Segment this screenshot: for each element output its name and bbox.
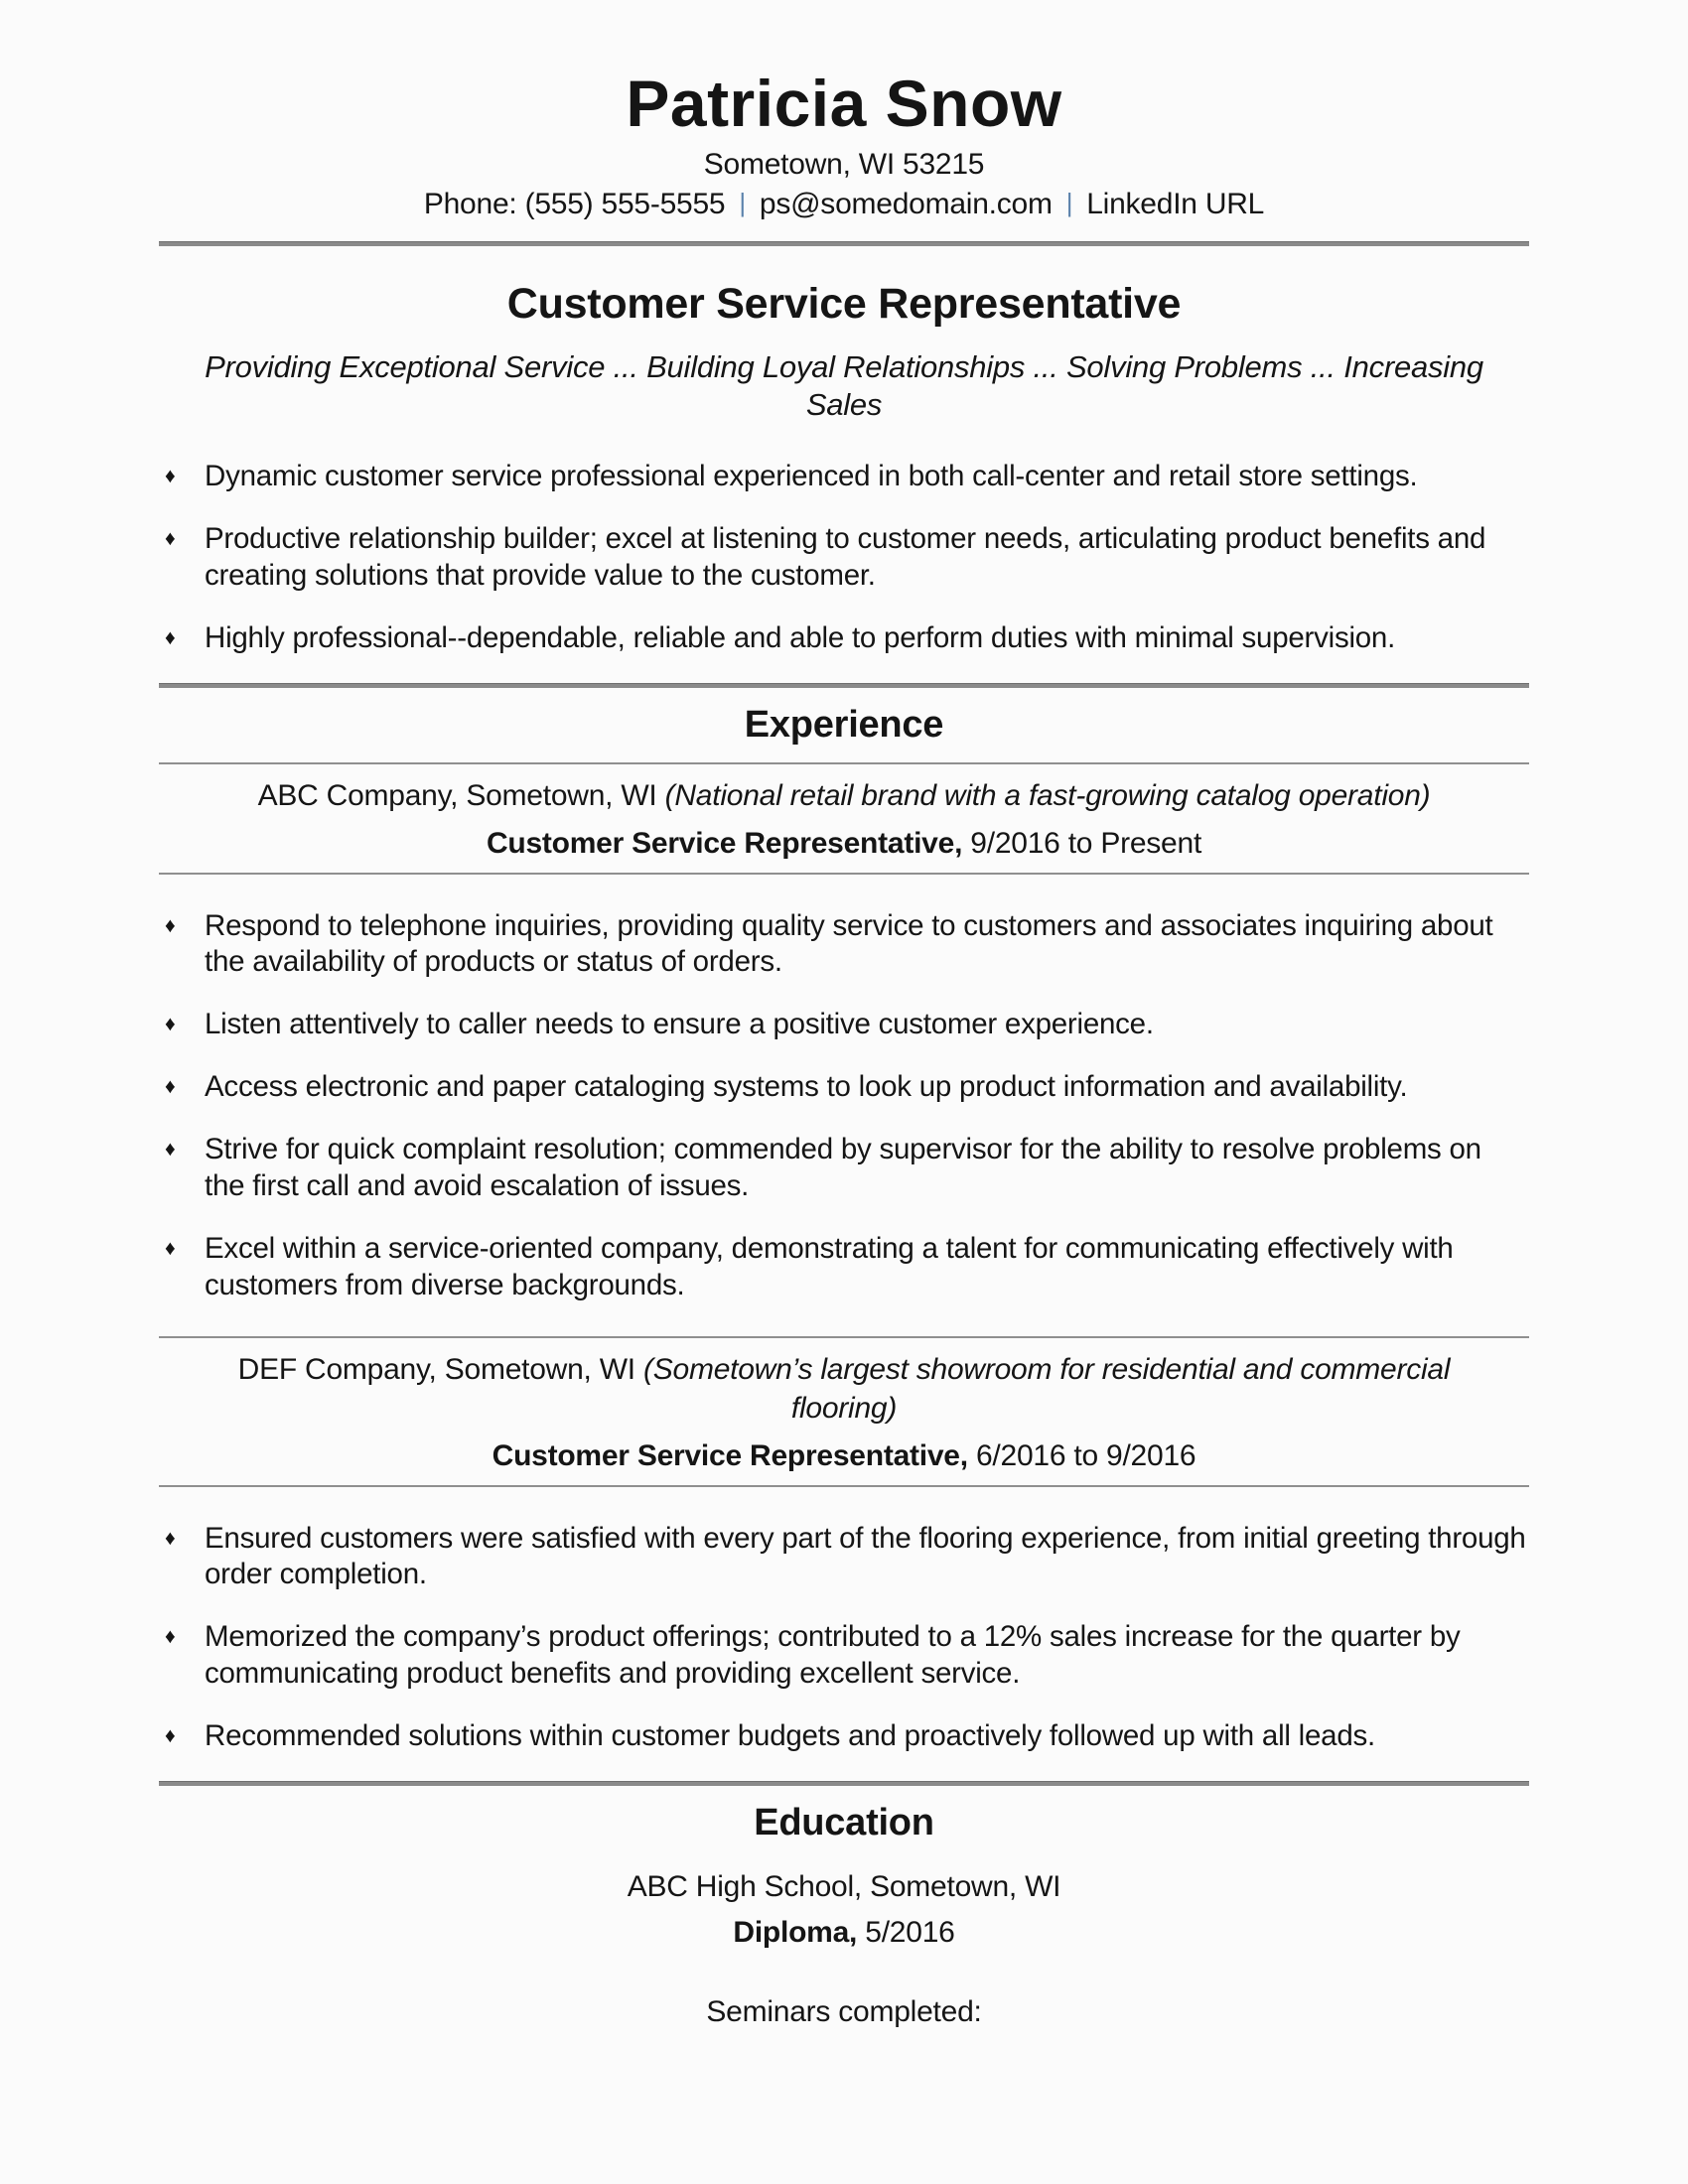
job-bullet — [159, 1007, 1529, 1043]
education-school: ABC High School, Sometown, WI — [627, 1869, 1061, 1903]
candidate-name: Patricia Snow — [626, 67, 1062, 140]
experience-section-divider — [159, 683, 1529, 688]
contact-linkedin: LinkedIn URL — [1086, 187, 1265, 220]
job-bullet-text: Strive for quick complaint resolution; commended by supervisor for the ability to resolve problems on the first call and avoid escalation of issues. — [205, 1133, 1481, 1202]
diamond-bullet-icon: ♦ — [165, 526, 176, 550]
company-description: (Sometown’s largest showroom for residential and commercial flooring) — [643, 1352, 1451, 1425]
diamond-bullet-icon: ♦ — [165, 1075, 176, 1099]
document-title: Customer Service Representative — [506, 279, 1182, 328]
diamond-bullet-icon: ♦ — [165, 465, 176, 488]
job-bullet-text: Memorized the company’s product offerings; contributed to a 12% sales increase for the quarter by communicating product benefits and providing excellent service. — [205, 1620, 1461, 1691]
job-title: Customer Service Representative, — [492, 1438, 968, 1472]
diamond-bullet-icon: ♦ — [165, 1013, 176, 1036]
summary-bullet — [159, 620, 1529, 657]
education-degree-line — [159, 1916, 1529, 1950]
summary-bullet-text: Highly professional--dependable, reliable and able to perform duties with minimal supervision. — [205, 620, 1396, 654]
job-dates: 6/2016 to 9/2016 — [975, 1438, 1196, 1472]
job-bullet-text: Access electronic and paper cataloging systems to look up product information and availability. — [205, 1070, 1408, 1104]
job-company-line — [159, 1350, 1529, 1428]
job-bullet — [159, 1231, 1529, 1304]
diamond-bullet-icon: ♦ — [165, 913, 176, 937]
contact-line — [159, 188, 1529, 221]
summary-list — [159, 459, 1529, 657]
job-bullet-list — [159, 1521, 1529, 1755]
job-dates: 9/2016 to Present — [970, 826, 1202, 860]
diamond-bullet-icon: ♦ — [165, 625, 176, 649]
contact-email: ps@somedomain.com — [759, 187, 1053, 220]
diamond-bullet-icon: ♦ — [165, 1236, 176, 1260]
job-title: Customer Service Representative, — [486, 826, 963, 860]
diamond-bullet-icon: ♦ — [165, 1526, 176, 1550]
job-divider — [159, 1485, 1529, 1487]
diamond-bullet-icon: ♦ — [165, 1724, 176, 1748]
degree-date: 5/2016 — [865, 1915, 955, 1949]
separator-pipe: | — [739, 187, 746, 217]
experience-heading: Experience — [744, 703, 944, 746]
diamond-bullet-icon: ♦ — [165, 1138, 176, 1161]
education-heading: Education — [754, 1801, 934, 1843]
job-bullet — [159, 908, 1529, 982]
experience-heading-underline — [159, 762, 1529, 764]
diamond-bullet-icon: ♦ — [165, 1625, 176, 1649]
job-bullet-list — [159, 908, 1529, 1304]
job-company-line — [159, 776, 1529, 815]
job-bullet — [159, 1619, 1529, 1693]
education-extra: Seminars completed: — [706, 1994, 982, 2028]
contact-phone: Phone: (555) 555-5555 — [423, 187, 726, 220]
company-name: ABC Company, Sometown, WI — [257, 778, 657, 812]
job-title-line — [159, 1439, 1529, 1473]
candidate-location: Sometown, WI 53215 — [703, 147, 985, 181]
tagline: Providing Exceptional Service ... Building Loyal Relationships ... Solving Problems ... Increasing Sales — [205, 348, 1483, 423]
job-bullet-text: Listen attentively to caller needs to ensure a positive customer experience. — [205, 1008, 1154, 1041]
summary-bullet-text: Dynamic customer service professional experienced in both call-center and retail store settings. — [205, 460, 1418, 493]
header-divider — [159, 241, 1529, 246]
job-bullet — [159, 1069, 1529, 1106]
company-description: (National retail brand with a fast-growing catalog operation) — [664, 778, 1431, 812]
job-divider — [159, 873, 1529, 875]
job-bullet-text: Ensured customers were satisfied with every part of the flooring experience, from initial greeting through order completion. — [205, 1521, 1526, 1591]
separator-pipe: | — [1065, 187, 1073, 217]
summary-bullet-text: Productive relationship builder; excel at listening to customer needs, articulating product benefits and creating solutions that provide value to the customer. — [205, 521, 1486, 592]
summary-bullet — [159, 459, 1529, 495]
summary-bullet — [159, 521, 1529, 595]
degree-name: Diploma, — [733, 1915, 858, 1949]
job-title-line — [159, 827, 1529, 861]
education-section-divider — [159, 1781, 1529, 1786]
job-bullet-text: Excel within a service-oriented company, demonstrating a talent for communicating effectively with customers from diverse backgrounds. — [205, 1231, 1454, 1301]
job-bullet-text: Recommended solutions within customer budgets and proactively followed up with all leads. — [205, 1719, 1375, 1753]
company-name: DEF Company, Sometown, WI — [237, 1352, 635, 1386]
job-divider — [159, 1336, 1529, 1338]
job-bullet-text: Respond to telephone inquiries, providing quality service to customers and associates inquiring about the availability of products or status of orders. — [205, 908, 1493, 979]
job-bullet — [159, 1718, 1529, 1755]
job-bullet — [159, 1521, 1529, 1594]
job-bullet — [159, 1132, 1529, 1205]
